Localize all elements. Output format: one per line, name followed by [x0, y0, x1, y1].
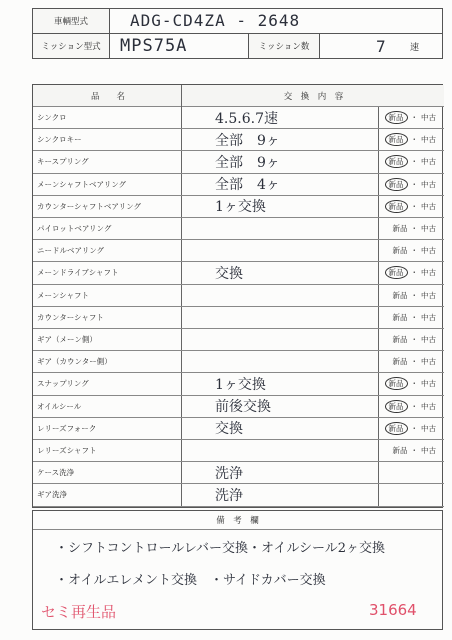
- new-used-options[interactable]: [385, 107, 437, 128]
- option-new[interactable]: 新品: [385, 133, 408, 146]
- option-used[interactable]: 中古: [421, 379, 436, 389]
- part-name: オイルシール: [37, 401, 82, 411]
- option-separator: ・: [410, 401, 418, 411]
- part-name: ギア（カウンター側）: [37, 357, 112, 367]
- table-row: [33, 440, 444, 462]
- table-row: [33, 262, 444, 284]
- part-name: キースプリング: [37, 157, 89, 167]
- header-block: [32, 8, 443, 64]
- table-row: [33, 107, 444, 129]
- option-new[interactable]: 新品: [385, 155, 408, 168]
- option-separator: ・: [410, 446, 418, 456]
- table-row: [33, 174, 444, 196]
- option-separator: ・: [410, 290, 418, 300]
- table-row: [33, 240, 444, 262]
- replacement-content[interactable]: 1ヶ交換: [215, 376, 266, 393]
- option-new[interactable]: 新品: [392, 312, 408, 322]
- col-item-header: 品 名: [90, 91, 125, 102]
- option-used[interactable]: 中古: [421, 201, 436, 211]
- new-used-options[interactable]: [393, 351, 437, 372]
- table-row: [33, 351, 444, 373]
- option-new[interactable]: 新品: [392, 246, 408, 256]
- option-used[interactable]: 中古: [421, 246, 436, 256]
- option-used[interactable]: 中古: [421, 113, 436, 123]
- part-name: レリーズシャフト: [37, 446, 97, 456]
- table-row: [33, 462, 444, 484]
- option-used[interactable]: 中古: [421, 312, 436, 322]
- new-used-options[interactable]: [393, 240, 437, 261]
- new-used-options[interactable]: [393, 440, 437, 461]
- replacement-content[interactable]: 交換: [215, 265, 243, 282]
- option-new[interactable]: 新品: [392, 290, 408, 300]
- replacement-content[interactable]: 1ヶ交換: [215, 199, 266, 216]
- replacement-content[interactable]: 洗浄: [215, 465, 243, 482]
- remarks-label: 備 考 欄: [33, 511, 442, 530]
- part-name: パイロットベアリング: [37, 224, 112, 234]
- option-new[interactable]: 新品: [385, 200, 408, 213]
- part-name: ケース洗浄: [37, 468, 75, 478]
- table-row: [33, 196, 444, 218]
- option-separator: ・: [410, 268, 418, 278]
- new-used-options[interactable]: [385, 373, 437, 394]
- part-name: ニードルベアリング: [37, 246, 105, 256]
- option-used[interactable]: 中古: [421, 135, 436, 145]
- option-separator: ・: [410, 423, 418, 433]
- remarks-line-2: ・オイルエレメント交換 ・サイドカバー交換: [55, 573, 326, 588]
- new-used-options[interactable]: [393, 285, 437, 306]
- table-row: [33, 151, 444, 173]
- option-used[interactable]: 中古: [421, 290, 436, 300]
- replacement-content[interactable]: 洗浄: [215, 487, 243, 504]
- option-separator: ・: [410, 335, 418, 345]
- option-used[interactable]: 中古: [421, 423, 436, 433]
- option-used[interactable]: 中古: [421, 446, 436, 456]
- option-new[interactable]: 新品: [385, 422, 408, 435]
- table-header-row: [33, 85, 444, 107]
- replacement-content[interactable]: 全部 4ヶ: [215, 177, 280, 194]
- option-new[interactable]: 新品: [385, 266, 408, 279]
- mission-count-unit: 速: [410, 43, 420, 53]
- col-content-header: 交 換 内 容: [283, 91, 344, 102]
- option-separator: ・: [410, 246, 418, 256]
- table-row: [33, 285, 444, 307]
- table-row: [33, 129, 444, 151]
- part-name: メーンシャフトベアリング: [37, 179, 127, 189]
- mission-count-value: 7: [376, 37, 387, 56]
- new-used-options[interactable]: [393, 307, 437, 328]
- option-used[interactable]: 中古: [421, 401, 436, 411]
- table-row: [33, 396, 444, 418]
- part-name: カウンターシャフト: [37, 312, 104, 322]
- option-new[interactable]: 新品: [392, 446, 408, 456]
- option-separator: ・: [410, 357, 418, 367]
- option-used[interactable]: 中古: [421, 335, 436, 345]
- table-row: [33, 418, 444, 440]
- part-name: メーンシャフト: [37, 290, 90, 300]
- new-used-options[interactable]: [385, 151, 437, 172]
- part-name: カウンターシャフトベアリング: [37, 201, 141, 211]
- mission-count-label: ミッション数: [248, 33, 320, 59]
- part-name: メーンドライブシャフト: [37, 268, 119, 278]
- new-used-options[interactable]: [385, 262, 437, 283]
- vehicle-type-value: ADG-CD4ZA - 2648: [130, 11, 301, 30]
- option-new[interactable]: 新品: [385, 400, 408, 413]
- option-separator: ・: [410, 379, 418, 389]
- table-row: [33, 218, 444, 240]
- part-name: シンクロ: [37, 113, 67, 123]
- option-separator: ・: [410, 135, 418, 145]
- option-used[interactable]: 中古: [421, 268, 436, 278]
- option-separator: ・: [410, 312, 418, 322]
- mission-count-field[interactable]: [319, 33, 443, 59]
- stamp-left: セミ再生品: [41, 603, 117, 621]
- option-new[interactable]: 新品: [392, 335, 408, 345]
- mission-type-field[interactable]: [109, 33, 249, 59]
- part-name: ギア（メーン側）: [37, 335, 97, 345]
- option-new[interactable]: 新品: [385, 178, 408, 191]
- replacement-content[interactable]: 全部 9ヶ: [215, 132, 280, 149]
- option-separator: ・: [410, 157, 418, 167]
- table-row: [33, 373, 444, 395]
- part-name: スナップリング: [37, 379, 89, 389]
- new-used-options[interactable]: [385, 129, 437, 150]
- option-separator: ・: [410, 224, 418, 234]
- replacement-content[interactable]: 交換: [215, 421, 243, 438]
- mission-type-value: MPS75A: [120, 36, 188, 56]
- option-new[interactable]: 新品: [392, 357, 408, 367]
- part-name: シンクロキー: [37, 135, 82, 145]
- option-new[interactable]: 新品: [392, 224, 408, 234]
- option-used[interactable]: 中古: [421, 157, 436, 167]
- option-separator: ・: [410, 179, 418, 189]
- vehicle-type-label: 車輌型式: [32, 8, 110, 34]
- new-used-options[interactable]: [393, 218, 437, 239]
- option-used[interactable]: 中古: [421, 179, 436, 189]
- mission-type-label: ミッション型式: [32, 33, 110, 59]
- table-row: [33, 307, 444, 329]
- option-separator: ・: [410, 201, 418, 211]
- option-new[interactable]: 新品: [385, 377, 408, 390]
- new-used-options[interactable]: [385, 174, 437, 195]
- new-used-options[interactable]: [393, 329, 437, 350]
- replacement-content[interactable]: 全部 9ヶ: [215, 154, 280, 171]
- option-new[interactable]: 新品: [385, 111, 408, 124]
- table-row: [33, 329, 444, 351]
- replacement-content[interactable]: 前後交換: [215, 399, 271, 416]
- new-used-options[interactable]: [385, 418, 437, 439]
- part-name: レリーズフォーク: [37, 423, 97, 433]
- option-separator: ・: [410, 113, 418, 123]
- table-row: [33, 484, 444, 506]
- parts-table: [32, 84, 443, 508]
- remarks-line-1: ・シフトコントロールレバー交換・オイルシール2ヶ交換: [55, 541, 386, 556]
- part-name: ギア洗浄: [37, 490, 67, 500]
- new-used-options[interactable]: [385, 196, 437, 217]
- new-used-options[interactable]: [385, 396, 437, 417]
- stamp-right: 31664: [369, 601, 417, 619]
- option-used[interactable]: 中古: [421, 357, 436, 367]
- remarks-block: [32, 510, 443, 630]
- replacement-content[interactable]: 4.5.6.7速: [215, 110, 278, 127]
- vehicle-type-field[interactable]: [109, 8, 443, 34]
- option-used[interactable]: 中古: [421, 224, 436, 234]
